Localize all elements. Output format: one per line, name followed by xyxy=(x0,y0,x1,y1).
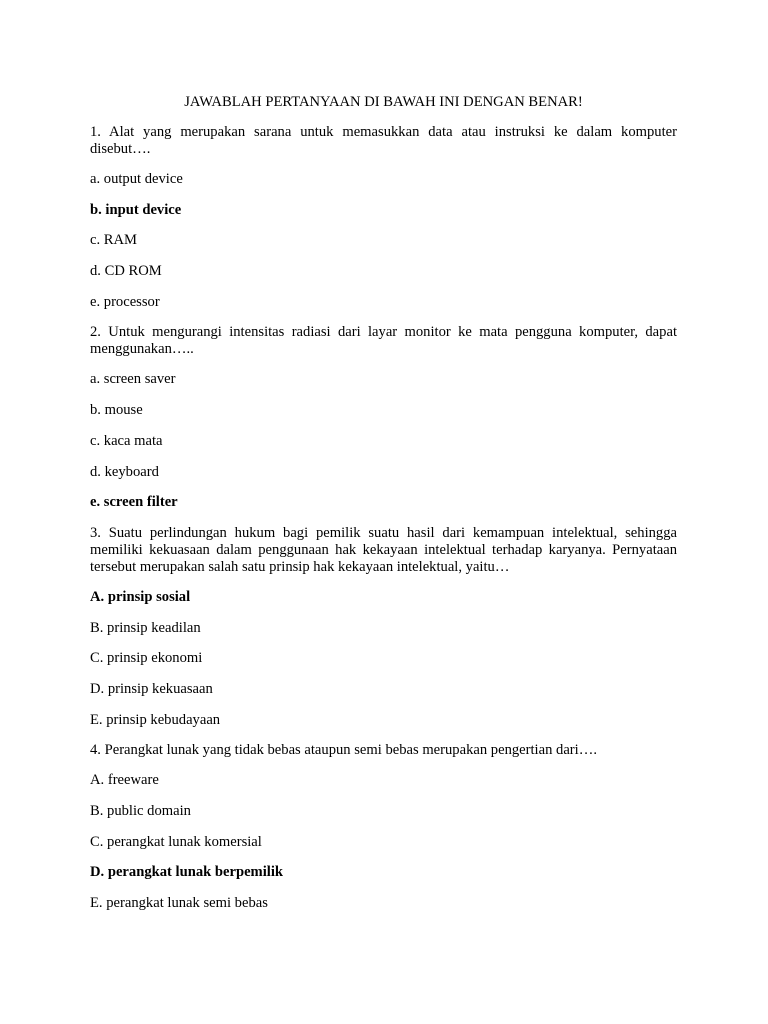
answer-option-correct: D. perangkat lunak berpemilik xyxy=(90,864,283,881)
answer-option: c. RAM xyxy=(90,232,138,249)
answer-option: E. perangkat lunak semi bebas xyxy=(90,895,268,912)
answer-option: B. prinsip keadilan xyxy=(90,619,201,636)
answer-option: c. kaca mata xyxy=(90,432,163,449)
question-text-1: 1. Alat yang merupakan sarana untuk memasukkan data atau instruksi ke dalam komputer disebut…. xyxy=(90,124,677,157)
answer-option: A. freeware xyxy=(90,772,159,789)
answer-option: b. mouse xyxy=(90,402,143,419)
answer-option: a. output device xyxy=(90,171,183,187)
answer-option: D. prinsip kekuasaan xyxy=(90,680,213,697)
answer-option: a. screen saver xyxy=(90,371,176,388)
answer-option: E. prinsip kebudayaan xyxy=(90,711,221,728)
question-text-3: 3. Suatu perlindungan hukum bagi pemilik suatu hasil dari kemampuan intelektual, sehingga memiliki kekuasaan dalam penggunaan hak kekayaan intelektual terhadap karyanya. Pernyataan tersebut merupakan salah satu prinsip hak kekayaan intelektual, yaitu… xyxy=(90,524,677,575)
answer-option-correct: e. screen filter xyxy=(90,494,178,511)
question-text-4: 4. Perangkat lunak yang tidak bebas ataupun semi bebas merupakan pengertian dari…. xyxy=(90,742,597,759)
answer-option: C. perangkat lunak komersial xyxy=(90,833,262,850)
answer-option: d. keyboard xyxy=(90,463,159,480)
answer-option: B. public domain xyxy=(90,803,191,819)
answer-option: e. processor xyxy=(90,293,160,310)
question-list xyxy=(90,124,677,912)
page-title: JAWABLAH PERTANYAAN DI BAWAH INI DENGAN BENAR! xyxy=(184,94,583,110)
question-text-2: 2. Untuk mengurangi intensitas radiasi dari layar monitor ke mata pengguna komputer, dapat menggunakan….. xyxy=(90,324,677,358)
answer-option-correct: A. prinsip sosial xyxy=(90,588,191,605)
answer-option: d. CD ROM xyxy=(90,263,162,280)
answer-option-correct: b. input device xyxy=(90,201,182,218)
answer-option: C. prinsip ekonomi xyxy=(90,650,203,667)
